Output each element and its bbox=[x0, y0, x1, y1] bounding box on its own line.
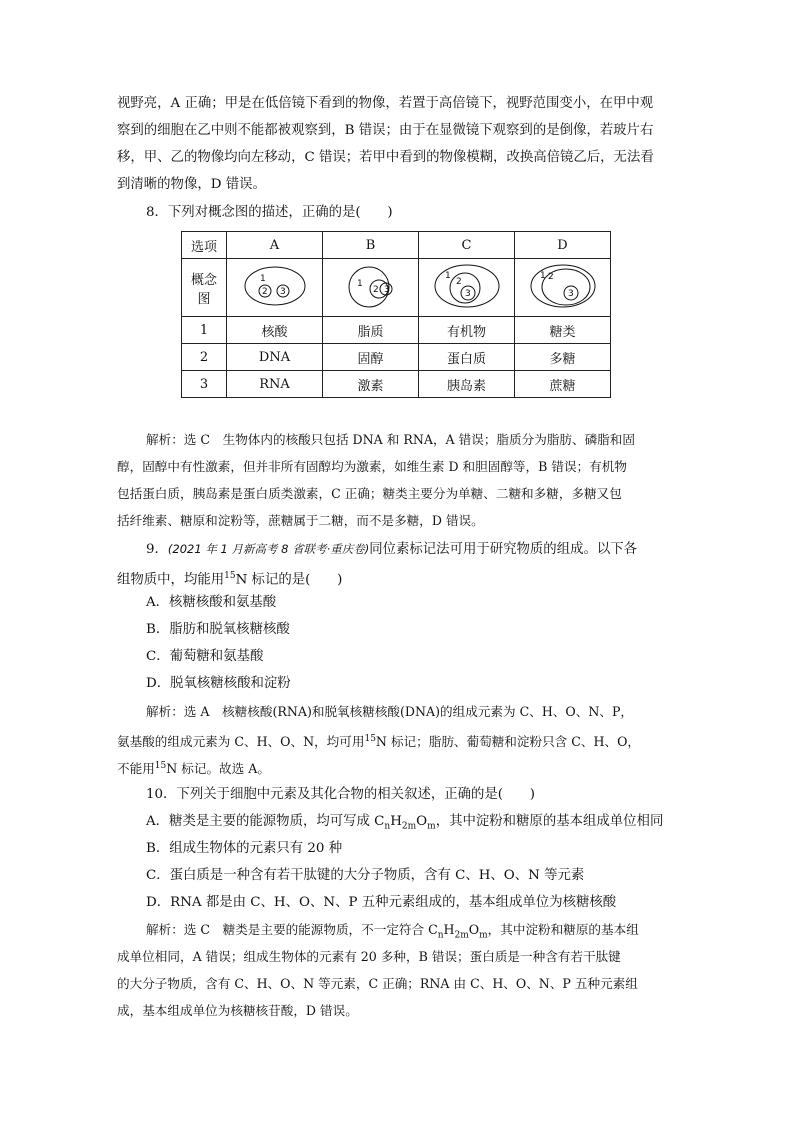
table-cell: 3 bbox=[182, 371, 227, 398]
explanation-line: 醇，固醇中有性激素，但并非所有固醇均为激素，如维生素 D 和胆固醇等，B 错误；有机物 bbox=[117, 459, 627, 474]
table-header-row bbox=[182, 232, 611, 259]
table-row bbox=[182, 317, 611, 344]
option-b: B．脂肪和脱氧核糖核酸 bbox=[146, 622, 290, 637]
table-cell: A bbox=[227, 232, 323, 259]
paragraph-line: 视野亮，A 正确；甲是在低倍镜下看到的物像，若置于高倍镜下，视野范围变小，在甲中观 bbox=[117, 96, 654, 111]
concept-map-table bbox=[181, 231, 611, 398]
option-a: A．核糖核酸和氨基酸 bbox=[146, 595, 277, 610]
explanation-line: 括纤维素、糖原和淀粉等，蔗糖属于二糖，而不是多糖，D 错误。 bbox=[117, 513, 484, 528]
table-cell: 脂质 bbox=[323, 317, 419, 344]
table-cell: 蛋白质 bbox=[419, 344, 515, 371]
svg-text:1: 1 bbox=[444, 270, 451, 281]
explanation-line: 成单位相同，A 错误；组成生物体的元素有 20 多种，B 错误；蛋白质是一种含有若干肽键 bbox=[117, 949, 621, 964]
table-cell: 固醇 bbox=[323, 344, 419, 371]
option-c: C．蛋白质是一种含有若干肽键的大分子物质，含有 C、H、O、N 等元素 bbox=[146, 868, 585, 883]
concept-diagram-c bbox=[419, 259, 515, 317]
venn-diagram-c bbox=[427, 261, 507, 311]
diagram-label-line: 图 bbox=[197, 291, 211, 307]
table-cell: 糖类 bbox=[515, 317, 611, 344]
stem-text: N 标记的是( ) bbox=[235, 572, 343, 588]
option-b: B．组成生物体的元素只有 20 种 bbox=[146, 841, 343, 856]
explanation-line: 的大分子物质，含有 C、H、O、N 等元素，C 正确；RNA 由 C、H、O、N、P 五种元素组 bbox=[117, 976, 638, 991]
svg-text:3: 3 bbox=[279, 286, 286, 297]
subscript: 2m bbox=[454, 930, 469, 941]
table-cell: 激素 bbox=[323, 371, 419, 398]
text-span: A．糖类是主要的能源物质，均可写成 C bbox=[146, 814, 385, 829]
question-9-stem-cont bbox=[117, 566, 342, 590]
venn-diagram-a bbox=[235, 261, 315, 311]
table-cell: 有机物 bbox=[419, 317, 515, 344]
svg-text:1: 1 bbox=[539, 270, 546, 281]
paragraph-line: 察到的细胞在乙中则不能都被观察到，B 错误；由于在显微镜下观察到的是倒像，若玻片右 bbox=[117, 123, 654, 138]
concept-diagram-b bbox=[323, 259, 419, 317]
question-10-stem: 10．下列关于细胞中元素及其化合物的相关叙述，正确的是( ) bbox=[146, 787, 536, 802]
option-c: C．葡萄糖和氨基酸 bbox=[146, 649, 264, 664]
concept-diagram-d bbox=[515, 259, 611, 317]
table-cell: 多糖 bbox=[515, 344, 611, 371]
text-span: N 标记。故选 A。 bbox=[166, 761, 270, 777]
text-span: 氨基酸的组成元素为 C、H、O、N，均可用 bbox=[117, 734, 365, 750]
text-span: ，其中淀粉和糖原的基本组 bbox=[487, 922, 639, 937]
svg-text:2: 2 bbox=[261, 286, 268, 297]
table-cell: 蔗糖 bbox=[515, 371, 611, 398]
svg-text:2: 2 bbox=[455, 276, 462, 287]
text-span: H bbox=[443, 922, 455, 937]
subscript: n bbox=[384, 821, 391, 832]
question-9-stem bbox=[146, 539, 637, 560]
question-8-stem: 8．下列对概念图的描述，正确的是( ) bbox=[146, 205, 393, 220]
svg-text:3: 3 bbox=[567, 288, 574, 299]
table-cell: DNA bbox=[227, 344, 323, 371]
table-cell: 2 bbox=[182, 344, 227, 371]
option-a bbox=[146, 812, 663, 837]
explanation-line: 解析：选 C 生物体内的核酸只包括 DNA 和 RNA，A 错误；脂质分为脂肪、磷脂和固 bbox=[146, 432, 635, 447]
stem-text: 组物质中，均能用 bbox=[117, 572, 225, 588]
svg-text:2: 2 bbox=[372, 284, 379, 295]
text-span: 不能用 bbox=[117, 761, 155, 777]
diagram-label-cell bbox=[182, 259, 227, 317]
table-row bbox=[182, 344, 611, 371]
isotope-superscript: 15 bbox=[154, 761, 167, 771]
svg-text:2: 2 bbox=[547, 271, 554, 282]
venn-diagram-b bbox=[331, 261, 411, 311]
explanation-line: 包括蛋白质，胰岛素是蛋白质类激素，C 正确；糖类主要分为单糖、二糖和多糖，多糖又包 bbox=[117, 486, 622, 501]
svg-text:3: 3 bbox=[383, 284, 390, 295]
svg-text:3: 3 bbox=[464, 288, 471, 299]
concept-diagram-a bbox=[227, 259, 323, 317]
table-cell: 胰岛素 bbox=[419, 371, 515, 398]
table-cell: C bbox=[419, 232, 515, 259]
question-number: 9． bbox=[146, 542, 168, 557]
table-cell: RNA bbox=[227, 371, 323, 398]
table-diagram-row bbox=[182, 259, 611, 317]
question-source: (2021 年 1 月新高考 8 省联考·重庆卷) bbox=[167, 542, 370, 556]
text-span: N 标记；脂肪、葡萄糖和淀粉只含 C、H、O， bbox=[375, 734, 640, 750]
text-span: ，其中淀粉和糖原的基本组成单位相同 bbox=[435, 814, 664, 829]
venn-diagram-d bbox=[523, 261, 603, 311]
explanation-line: 解析：选 A 核糖核酸(RNA)和脱氧核糖核酸(DNA)的组成元素为 C、H、O、N、P， bbox=[146, 704, 634, 719]
table-row bbox=[182, 371, 611, 398]
paragraph-line: 移，甲、乙的物像均向左移动，C 错误；若甲中看到的物像模糊，改换高倍镜乙后，无法看 bbox=[117, 150, 654, 165]
table-cell: B bbox=[323, 232, 419, 259]
text-span: O bbox=[468, 922, 480, 937]
stem-text: 同位素标记法可用于研究物质的组成。以下各 bbox=[369, 542, 638, 557]
explanation-line bbox=[117, 729, 640, 752]
explanation-line bbox=[146, 920, 639, 946]
text-span: 解析：选 C 糖类是主要的能源物质，不一定符合 C bbox=[146, 922, 438, 937]
explanation-line: 成，基本组成单位为核糖核苷酸，D 错误。 bbox=[117, 1003, 358, 1018]
table-cell: 1 bbox=[182, 317, 227, 344]
table-cell: D bbox=[515, 232, 611, 259]
isotope-superscript: 15 bbox=[224, 571, 236, 581]
paragraph-line: 到清晰的物像，D 错误。 bbox=[117, 177, 266, 192]
text-span: H bbox=[390, 814, 402, 829]
isotope-superscript: 15 bbox=[364, 734, 376, 744]
explanation-line bbox=[117, 756, 270, 779]
subscript: m bbox=[479, 930, 488, 941]
subscript: 2m bbox=[401, 821, 417, 832]
svg-text:1: 1 bbox=[259, 273, 266, 284]
text-span: O bbox=[416, 814, 428, 829]
svg-text:1: 1 bbox=[356, 278, 363, 289]
table-cell: 选项 bbox=[182, 232, 227, 259]
option-d: D．脱氧核糖核酸和淀粉 bbox=[146, 676, 291, 691]
subscript: n bbox=[437, 930, 444, 941]
option-d: D．RNA 都是由 C、H、O、N、P 五种元素组成的，基本组成单位为核糖核酸 bbox=[146, 895, 617, 910]
table-cell: 核酸 bbox=[227, 317, 323, 344]
diagram-label-line: 概念 bbox=[190, 272, 217, 288]
subscript: m bbox=[427, 821, 436, 832]
